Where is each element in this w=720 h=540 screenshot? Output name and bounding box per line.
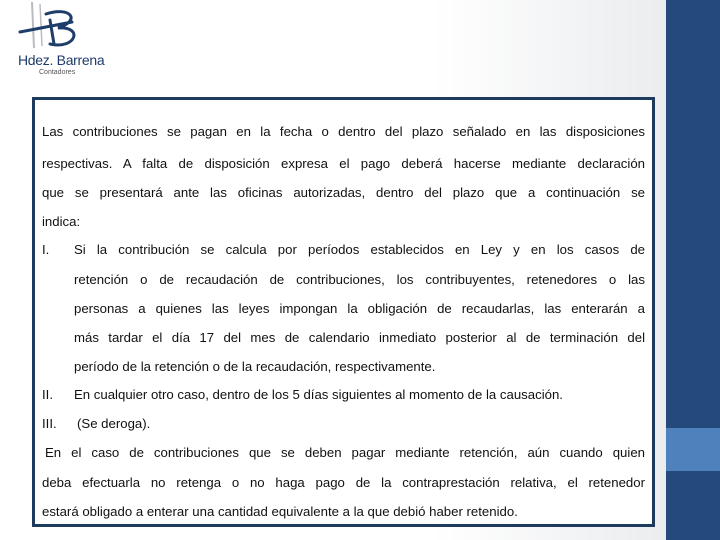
paragraph-line: Las contribuciones se pagan en la fecha o dentro del plazo señalado en las disposiciones [42, 124, 645, 139]
item-number: III. [42, 416, 57, 431]
logo-name: Hdez. Barrena [18, 52, 105, 68]
paragraph-line: indica: [42, 214, 81, 229]
paragraph-line: que se presentará ante las oficinas autorizadas, dentro del plazo que a continuación se [42, 185, 645, 200]
item-line: Si la contribución se calcula por períodos establecidos en Ley y en los casos de [74, 242, 645, 257]
item-line: más tardar el día 17 del mes de calendario inmediato posterior al de terminación del [74, 330, 645, 345]
company-logo [10, 0, 110, 80]
item-line: (Se deroga). [77, 416, 151, 431]
item-number: II. [42, 387, 53, 402]
paragraph-line: respectivas. A falta de disposición expresa el pago deberá hacerse mediante declaración [42, 156, 645, 171]
item-line: personas a quienes las leyes impongan la obligación de recaudarlas, las enterarán a [74, 301, 645, 316]
item-line: En cualquier otro caso, dentro de los 5 días siguientes al momento de la causación. [74, 387, 563, 402]
logo-subtitle: Contadores [39, 69, 76, 76]
text-box [32, 97, 655, 527]
paragraph-line: En el caso de contribuciones que se deben pagar mediante retención, aún cuando quien [45, 445, 645, 460]
logo-mark-icon [10, 0, 110, 52]
sidebar-accent-band [666, 428, 720, 471]
item-line: período de la retención o de la recaudación, respectivamente. [74, 359, 436, 374]
item-line: retención o de recaudación de contribuciones, los contribuyentes, retenedores o las [74, 272, 645, 287]
paragraph-line: deba efectuarla no retenga o no haga pago de la contraprestación relativa, el retenedor [42, 475, 645, 490]
paragraph-line: estará obligado a enterar una cantidad equivalente a la que debió haber retenido. [42, 504, 518, 519]
item-number: I. [42, 242, 50, 257]
